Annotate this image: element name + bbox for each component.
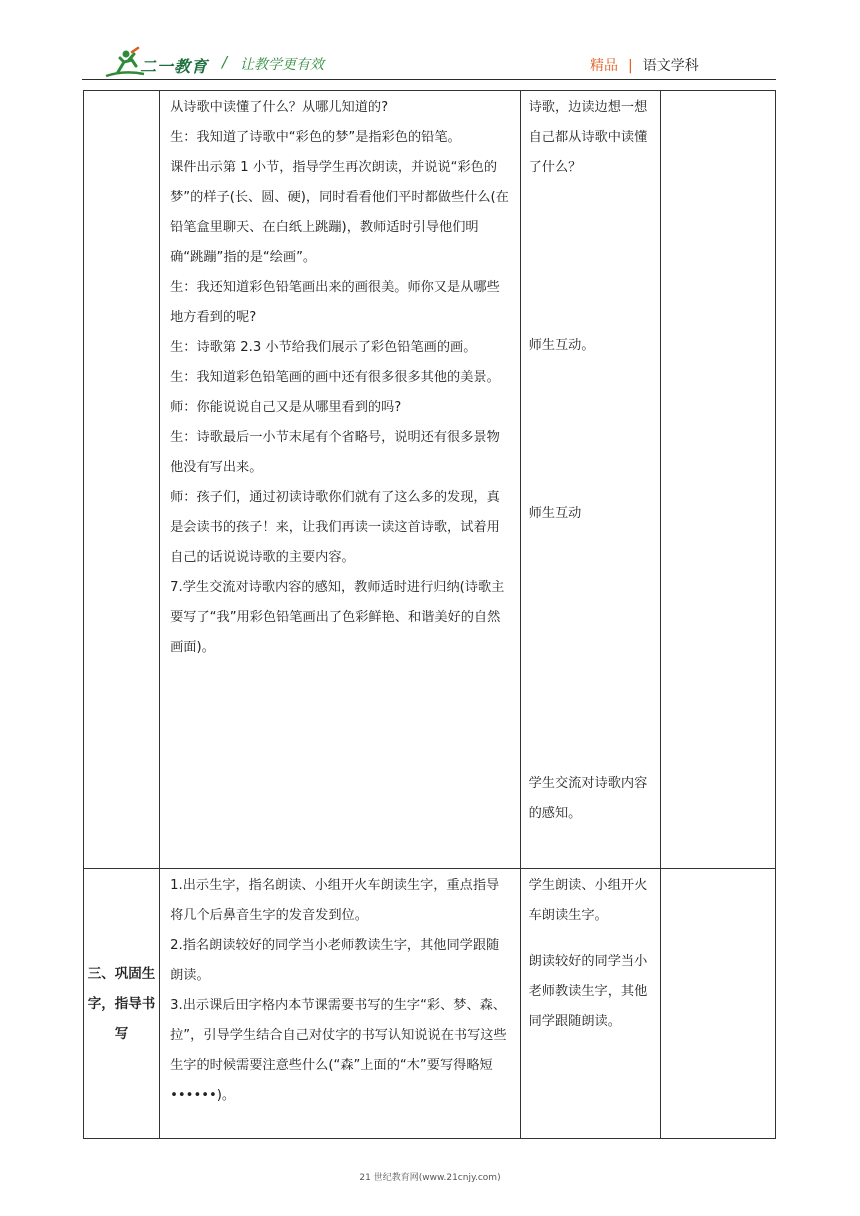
section-cell <box>84 91 160 869</box>
header-slogan: 让教学更有效 <box>240 57 324 73</box>
header-divider <box>82 79 776 80</box>
content-line: 生：我知道彩色铅笔画的画中还有很多很多其他的美景。 <box>170 370 500 385</box>
tag-premium: 精品 <box>590 58 618 74</box>
activity-line: 诗歌，边读边想一想自己都从诗歌中读懂了什么？ <box>528 100 648 175</box>
table-row <box>84 869 776 1139</box>
page-footer: 21 世纪教育网(www.21cnjy.com) <box>359 1173 501 1183</box>
content-line: 2.指名朗读较好的同学当小老师教读生字，其他同学跟随朗读。 <box>170 938 500 983</box>
activity-line: 学生交流对诗歌内容的感知。 <box>528 776 648 821</box>
activity-cell <box>520 91 660 869</box>
notes-cell <box>660 869 775 1139</box>
content-line: 生：我还知道彩色铅笔画出来的画很美。师你又是从哪些地方看到的呢? <box>170 280 500 325</box>
content-line: 课件出示第 1 小节，指导学生再次朗读，并说说“彩色的梦”的样子(长、圆、硬)，同时看看他们平时都做些什么(在铅笔盒里聊天、在白纸上跳蹦)，教师适时引导他们明确“跳蹦”指的是“绘画”。 <box>170 160 509 265</box>
content-cell <box>160 869 521 1139</box>
content-line: 生：诗歌第 2.3 小节给我们展示了彩色铅笔画的画。 <box>170 340 477 355</box>
table-row <box>84 91 776 869</box>
activity-line: 师生互动 <box>528 506 582 521</box>
content-line: 师：你能说说自己又是从哪里看到的吗? <box>170 400 402 415</box>
header-slash: / <box>222 53 228 71</box>
content-line: 1.出示生字，指名朗读、小组开火车朗读生字，重点指导将几个后鼻音生字的发音发到位。 <box>170 878 500 923</box>
content-line: 生：我知道了诗歌中“彩色的梦”是指彩色的铅笔。 <box>170 130 461 145</box>
activity-line: 学生朗读、小组开火车朗读生字。 <box>528 878 648 923</box>
activity-cell <box>520 869 660 1139</box>
section-title: 三、巩固生字，指导书写 <box>84 869 160 1139</box>
content-line: 师：孩子们，通过初读诗歌你们就有了这么多的发现，真是会读书的孩子！来，让我们再读一读这首诗歌，试着用自己的话说说诗歌的主要内容。 <box>170 490 500 565</box>
content-line: 3.出示课后田字格内本节课需要书写的生字“彩、梦、森、拉”，引导学生结合自己对仗字的书写认知说说在书写这些生字的时候需要注意些什么(“森”上面的“木”要写得略短••••••)。 <box>170 998 507 1103</box>
activity-line: 朗读较好的同学当小老师教读生字，其他同学跟随朗读。 <box>528 954 648 1029</box>
logo-text: 二一教育 <box>140 57 209 76</box>
content-line: 从诗歌中读懂了什么？从哪儿知道的? <box>170 100 389 115</box>
tag-separator: | <box>628 58 633 74</box>
activity-line: 师生互动。 <box>528 338 595 353</box>
tag-subject: 语文学科 <box>642 58 699 74</box>
header-tag <box>590 55 699 75</box>
content-cell <box>160 91 521 869</box>
page-header <box>0 0 860 90</box>
content-line: 生：诗歌最后一小节末尾有个省略号，说明还有很多景物他没有写出来。 <box>170 430 500 475</box>
lesson-table <box>83 90 776 1139</box>
content-line: 7.学生交流对诗歌内容的感知，教师适时进行归纳(诗歌主要写了“我”用彩色铅笔画出了色彩鲜艳、和谐美好的自然画面)。 <box>170 580 505 655</box>
notes-cell <box>660 91 775 869</box>
